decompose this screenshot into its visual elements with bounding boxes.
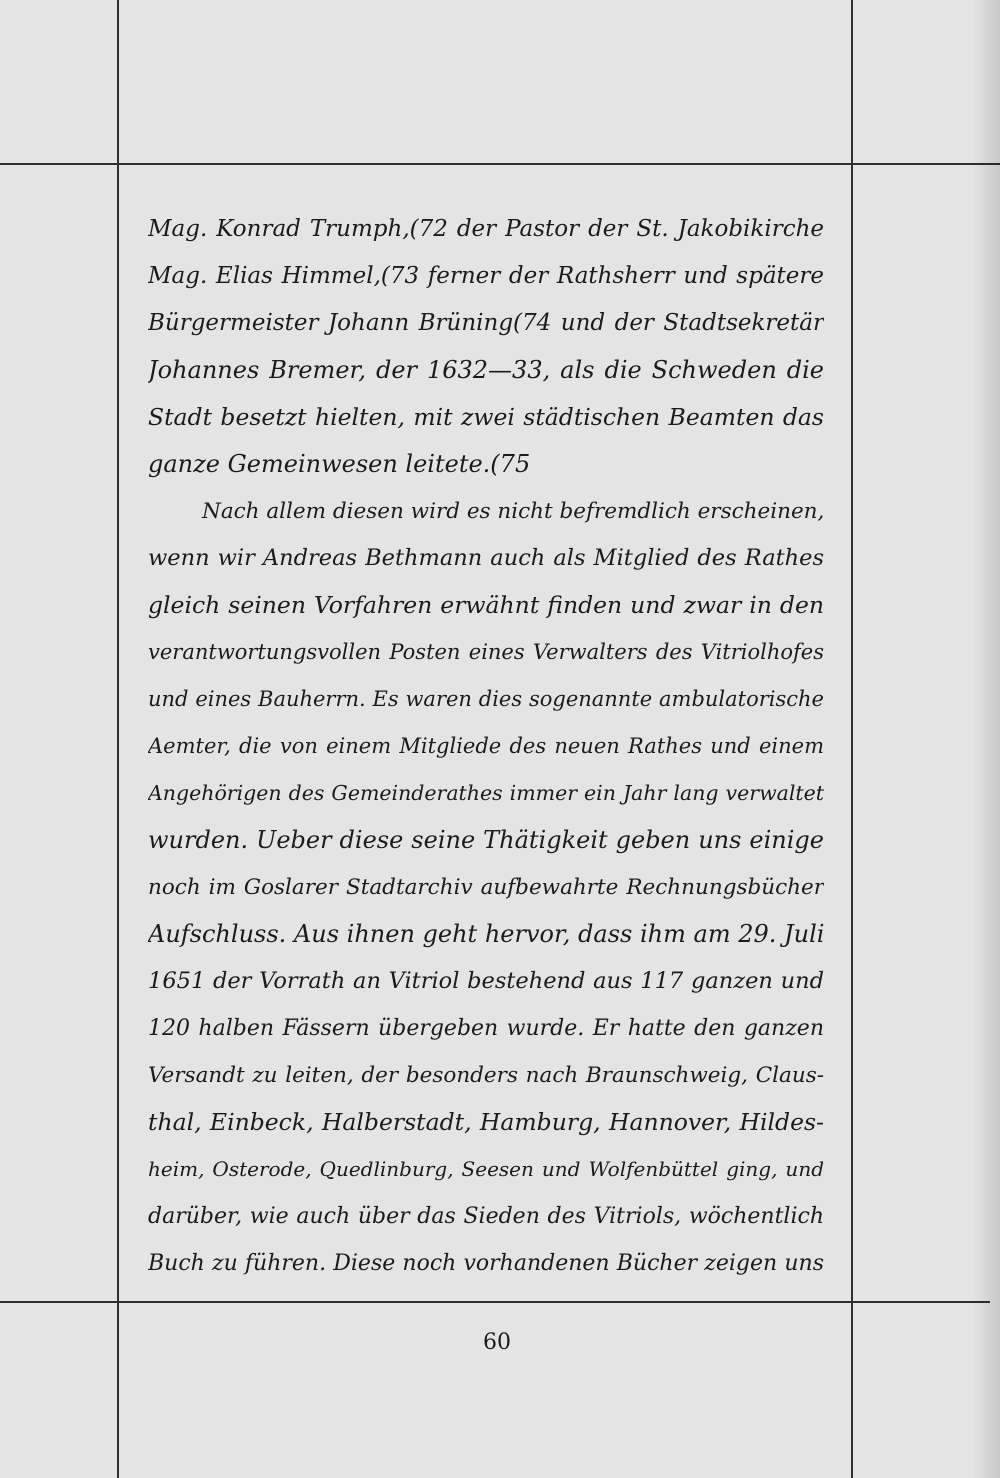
text-line: gleich seinen Vorfahren erwähnt finden und zwar in den [148, 591, 824, 619]
text-line: Mag. Konrad Trumph,(72 der Pastor der St. Jakobikirche [148, 216, 824, 242]
text-line: verantwortungsvollen Posten eines Verwalters des Vitriolhofes [148, 640, 824, 664]
top-border-line [0, 163, 1000, 165]
right-border-line [851, 0, 853, 1478]
text-line: Aemter, die von einem Mitgliede des neuen Rathes und einem [148, 734, 824, 758]
text-line: Johannes Bremer, der 1632—33, als die Schweden die [148, 356, 824, 384]
text-line: Buch zu führen. Diese noch vorhandenen Bücher zeigen uns [148, 1251, 824, 1276]
paragraph [148, 488, 824, 1287]
text-line: Bürgermeister Johann Brüning(74 und der Stadtsekretär [148, 310, 824, 336]
text-line: Aufschluss. Aus ihnen geht hervor, dass ihm am 29. Juli [148, 920, 824, 948]
text-line: noch im Goslarer Stadtarchiv aufbewahrte Rechnungsbücher [148, 875, 824, 900]
text-line: thal, Einbeck, Halberstadt, Hamburg, Hannover, Hildes- [148, 1108, 824, 1136]
text-line: 120 halben Fässern übergeben wurde. Er hatte den ganzen [148, 1016, 824, 1041]
text-line: Versandt zu leiten, der besonders nach Braunschweig, Claus- [148, 1063, 824, 1088]
text-line: Nach allem diesen wird es nicht befremdlich erscheinen, [202, 499, 824, 524]
text-line: Stadt besetzt hielten, mit zwei städtischen Beamten das [148, 403, 824, 431]
paragraph [148, 206, 824, 488]
bottom-border-line [0, 1301, 990, 1303]
body-text [148, 206, 824, 1287]
text-line: darüber, wie auch über das Sieden des Vitriols, wöchentlich [148, 1204, 824, 1229]
text-line: Mag. Elias Himmel,(73 ferner der Rathsherr und spätere [148, 263, 824, 289]
text-line: Angehörigen des Gemeinderathes immer ein Jahr lang verwaltet [148, 781, 824, 805]
page-number: 60 [483, 1330, 511, 1355]
page-edge-shadow [972, 0, 1000, 1478]
text-line: ganze Gemeinwesen leitete.(75 [148, 450, 531, 478]
left-border-line [117, 0, 119, 1478]
text-line: wurden. Ueber diese seine Thätigkeit geben uns einige [148, 826, 824, 854]
text-line: heim, Osterode, Quedlinburg, Seesen und Wolfenbüttel ging, und [148, 1157, 824, 1181]
text-line: und eines Bauherrn. Es waren dies sogenannte ambulatorische [148, 687, 824, 711]
text-line: wenn wir Andreas Bethmann auch als Mitglied des Rathes [148, 545, 824, 571]
text-line: 1651 der Vorrath an Vitriol bestehend aus 117 ganzen und [148, 968, 824, 994]
